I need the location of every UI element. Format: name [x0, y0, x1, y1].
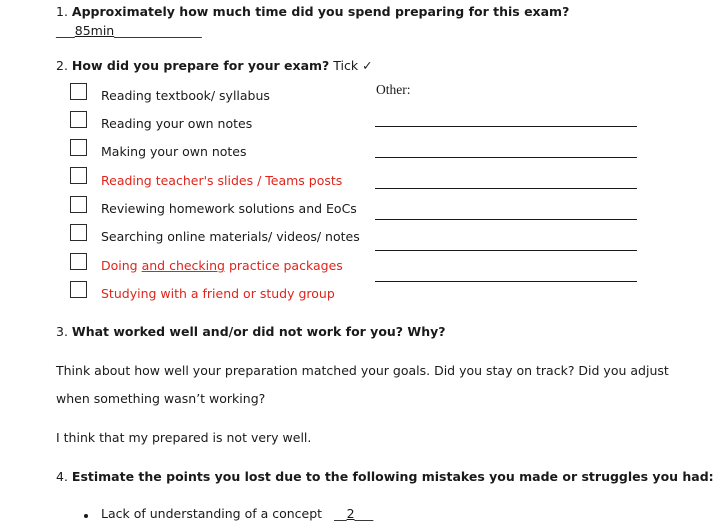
q4-number: 4.	[56, 469, 68, 484]
option-label-highlighted: Reading teacher's slides / Teams posts	[101, 173, 343, 188]
q4-item-label: Lack of understanding of a concept	[101, 506, 323, 521]
option-label-highlighted: Studying with a friend or study group	[101, 286, 335, 301]
other-answer-line[interactable]	[375, 157, 637, 158]
option-label-highlighted	[101, 258, 343, 273]
q1-answer-field[interactable]	[56, 23, 202, 38]
option-text-after: practice packages	[225, 258, 343, 273]
option-label: Reading your own notes	[101, 116, 253, 131]
option-label: Reviewing homework solutions and EoCs	[101, 201, 357, 216]
other-answer-line[interactable]	[375, 281, 637, 282]
option-text-underlined: and checking	[141, 258, 225, 273]
other-answer-line[interactable]	[375, 250, 637, 251]
option-label: Making your own notes	[101, 144, 247, 159]
other-answer-line[interactable]	[375, 188, 637, 189]
q3-heading	[56, 324, 446, 339]
other-answer-line[interactable]	[375, 219, 637, 220]
option-label: Reading textbook/ syllabus	[101, 88, 270, 103]
q4-item-value: 2	[346, 506, 355, 521]
q3-number: 3.	[56, 324, 68, 339]
option-checkbox[interactable]	[70, 139, 87, 156]
q1-answer-prefix: ___	[56, 23, 75, 38]
option-checkbox[interactable]	[70, 111, 87, 128]
q4-item-prefix: __	[334, 506, 347, 521]
option-checkbox[interactable]	[70, 224, 87, 241]
other-answer-line[interactable]	[375, 126, 637, 127]
q4-item-suffix: ___	[354, 506, 374, 521]
q2-heading	[56, 58, 373, 73]
q1-answer-suffix: ______________	[114, 23, 202, 38]
bullet-icon	[84, 514, 88, 518]
option-checkbox[interactable]	[70, 253, 87, 270]
q2-number: 2.	[56, 58, 68, 73]
option-checkbox[interactable]	[70, 281, 87, 298]
q1-answer-value: 85min	[74, 23, 115, 38]
q1-number: 1.	[56, 4, 68, 19]
option-checkbox[interactable]	[70, 196, 87, 213]
q3-answer[interactable]: I think that my prepared is not very well.	[56, 430, 312, 445]
q1-question: Approximately how much time did you spend preparing for this exam?	[71, 4, 570, 19]
q1-heading	[56, 4, 569, 19]
q2-question: How did you prepare for your exam?	[71, 58, 330, 73]
q4-question: Estimate the points you lost due to the following mistakes you made or struggles you had:	[71, 469, 714, 484]
q4-item-answer-field[interactable]	[334, 506, 373, 521]
option-checkbox[interactable]	[70, 83, 87, 100]
q3-prompt-line-2: when something wasn’t working?	[56, 391, 266, 406]
q3-question: What worked well and/or did not work for you? Why?	[71, 324, 446, 339]
q3-prompt-line-1: Think about how well your preparation matched your goals. Did you stay on track? Did you adjust	[56, 363, 669, 378]
q2-other-label: Other:	[376, 82, 411, 97]
q2-tick-label: Tick ✓	[333, 58, 373, 73]
option-checkbox[interactable]	[70, 167, 87, 184]
q4-item	[101, 506, 373, 521]
option-text-before: Doing	[101, 258, 142, 273]
option-label: Searching online materials/ videos/ notes	[101, 229, 360, 244]
q4-heading	[56, 469, 714, 484]
